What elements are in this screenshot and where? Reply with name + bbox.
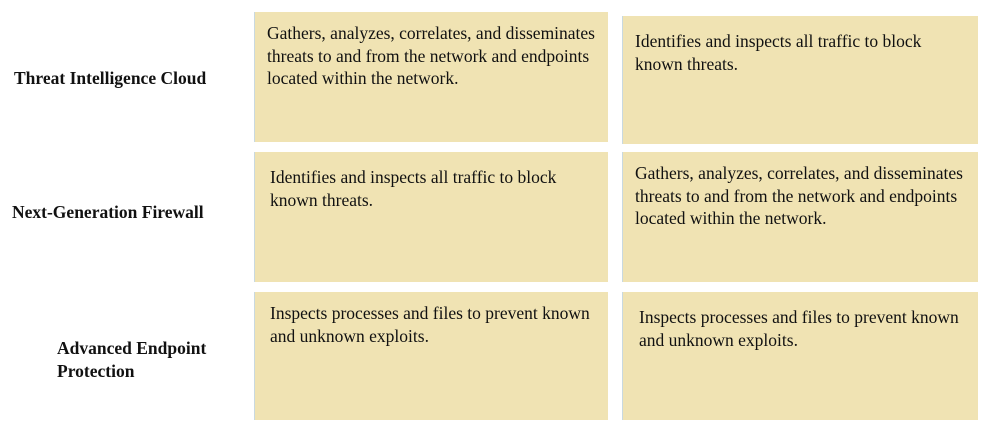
answer-box-row1-left[interactable] — [254, 12, 608, 142]
answer-box-row3-left[interactable] — [254, 292, 608, 420]
row-label-line-2: Protection — [57, 361, 135, 381]
answer-text: Inspects processes and files to prevent known and unknown exploits. — [270, 303, 590, 346]
answer-text: Inspects processes and files to prevent known and unknown exploits. — [639, 307, 959, 350]
answer-box-row2-right[interactable] — [622, 152, 978, 282]
answer-text: Identifies and inspects all traffic to block known threats. — [270, 167, 557, 210]
answer-text: Identifies and inspects all traffic to block known threats. — [635, 31, 922, 74]
answer-box-row3-right[interactable] — [622, 292, 978, 420]
row-label-advanced-endpoint-protection — [57, 337, 206, 383]
row-label-threat-intelligence-cloud: Threat Intelligence Cloud — [14, 68, 207, 88]
row-label-line-1: Advanced Endpoint — [57, 338, 207, 358]
answer-box-row2-left[interactable] — [254, 152, 608, 282]
answer-text: Gathers, analyzes, correlates, and disseminates threats to and from the network and endpoints located within the network. — [635, 163, 963, 228]
row-label-next-generation-firewall: Next-Generation Firewall — [12, 202, 204, 222]
answer-text: Gathers, analyzes, correlates, and disseminates threats to and from the network and endpoints located within the network. — [267, 23, 595, 88]
answer-box-row1-right[interactable] — [622, 16, 978, 144]
